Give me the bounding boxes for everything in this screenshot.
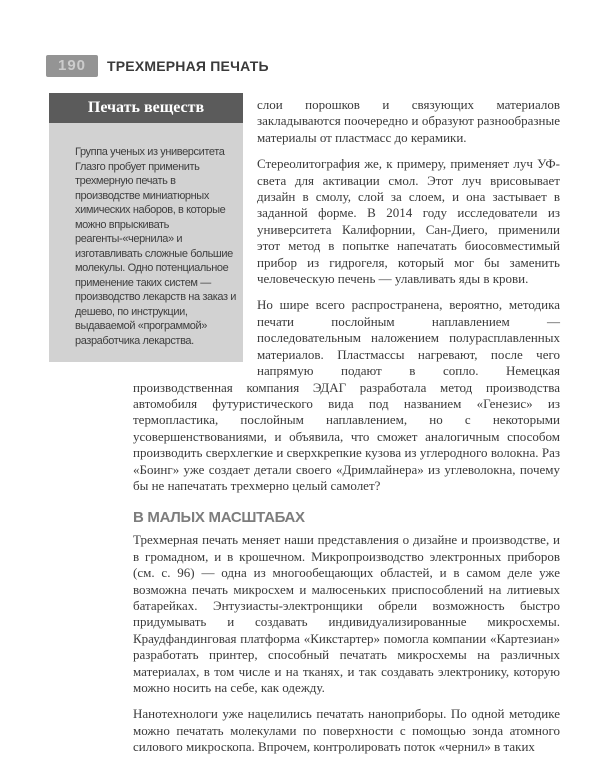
body-paragraph-3: Но шире всего распространена, вероятно, методика печати послойным наплавлением — последовательным наложением полурасплавленных материалов. Пластмассы нагревают, после чего напрямую подают в сопло. Немецкая производственная компания ЭДАГ разработала метод производства автомобиля футуристического вида под названием «Генезис» из термопластика, послойным наплавлением, но с некоторыми усовершенствованиями, и объявила, что сможет аналогичным способом производить сверхлегкие и сверхкрепкие кузова из углеродного волокна. Раз «Боинг» уже создает детали своего «Дримлайнера» из углеволокна, почему бы не напечатать трехмерно целый самолет? [133, 297, 560, 493]
section-paragraph-2: Нанотехнологи уже нацелились печатать наноприборы. По одной методике можно печатать молекулами по поверхности с помощью зонда атомного силового микроскопа. Впрочем, контролировать поток «чернил» в таких [133, 706, 560, 755]
page-content [75, 90, 560, 766]
chapter-title: ТРЕХМЕРНАЯ ПЕЧАТЬ [107, 58, 269, 74]
body-paragraph-2: Стереолитография же, к примеру, применяет луч УФ-света для активации смол. Этот луч врисовывает дизайн в смолу, слой за слоем, и она застывает в заданной форме. В 2014 году исследователи из университета Калифорнии, Сан-Диего, применили этот метод в попытке напечатать биосовместимый прибор из гидрогеля, который мог бы заменить человеческую печень — улавливать яды в крови. [257, 156, 560, 287]
page-header [46, 55, 269, 77]
section-paragraph-1: Трехмерная печать меняет наши представления о дизайне и производстве, и в громадном, и в крошечном. Микропроизводство электронных приборов (см. с. 96) — одна из многообещающих областей, и в самом деле уже возможна печать микросхем и малюсеньких приспособлений на литиевых батарейках. Энтузиасты-электронщики обрели возможность быстро придумывать и создавать индивидуализированные микросхемы. Краудфандинговая платформа «Кикстартер» помогла компании «Картезиан» разработать принтер, способный печатать микросхемы на различных материалах, в том числе и на тканях, и так создавать электронику, которую можно носить на себе, как одежду. [133, 532, 560, 695]
sidebar-body-text: Группа ученых из университета Глазго пробует применить трехмерную печать в производстве миниатюрных химических наборов, в которые можно впрыскивать реагенты-«чернила» и изготавливать сложные большие молекулы. Одно потенциальное применение таких систем — производство лекарств на заказ и дешево, по инструкции, выдаваемой «программой» разработчика лекарства. [49, 123, 243, 362]
body-paragraph-1: слои порошков и связующих материалов закладываются поочередно и образуют разнообразные материалы от пластмасс до керамики. [257, 97, 560, 145]
page-number-badge: 190 [46, 55, 98, 77]
sidebar-title: Печать веществ [49, 93, 243, 123]
section-heading: В МАЛЫХ МАСШТАБАХ [133, 509, 305, 527]
sidebar-box [49, 93, 243, 362]
